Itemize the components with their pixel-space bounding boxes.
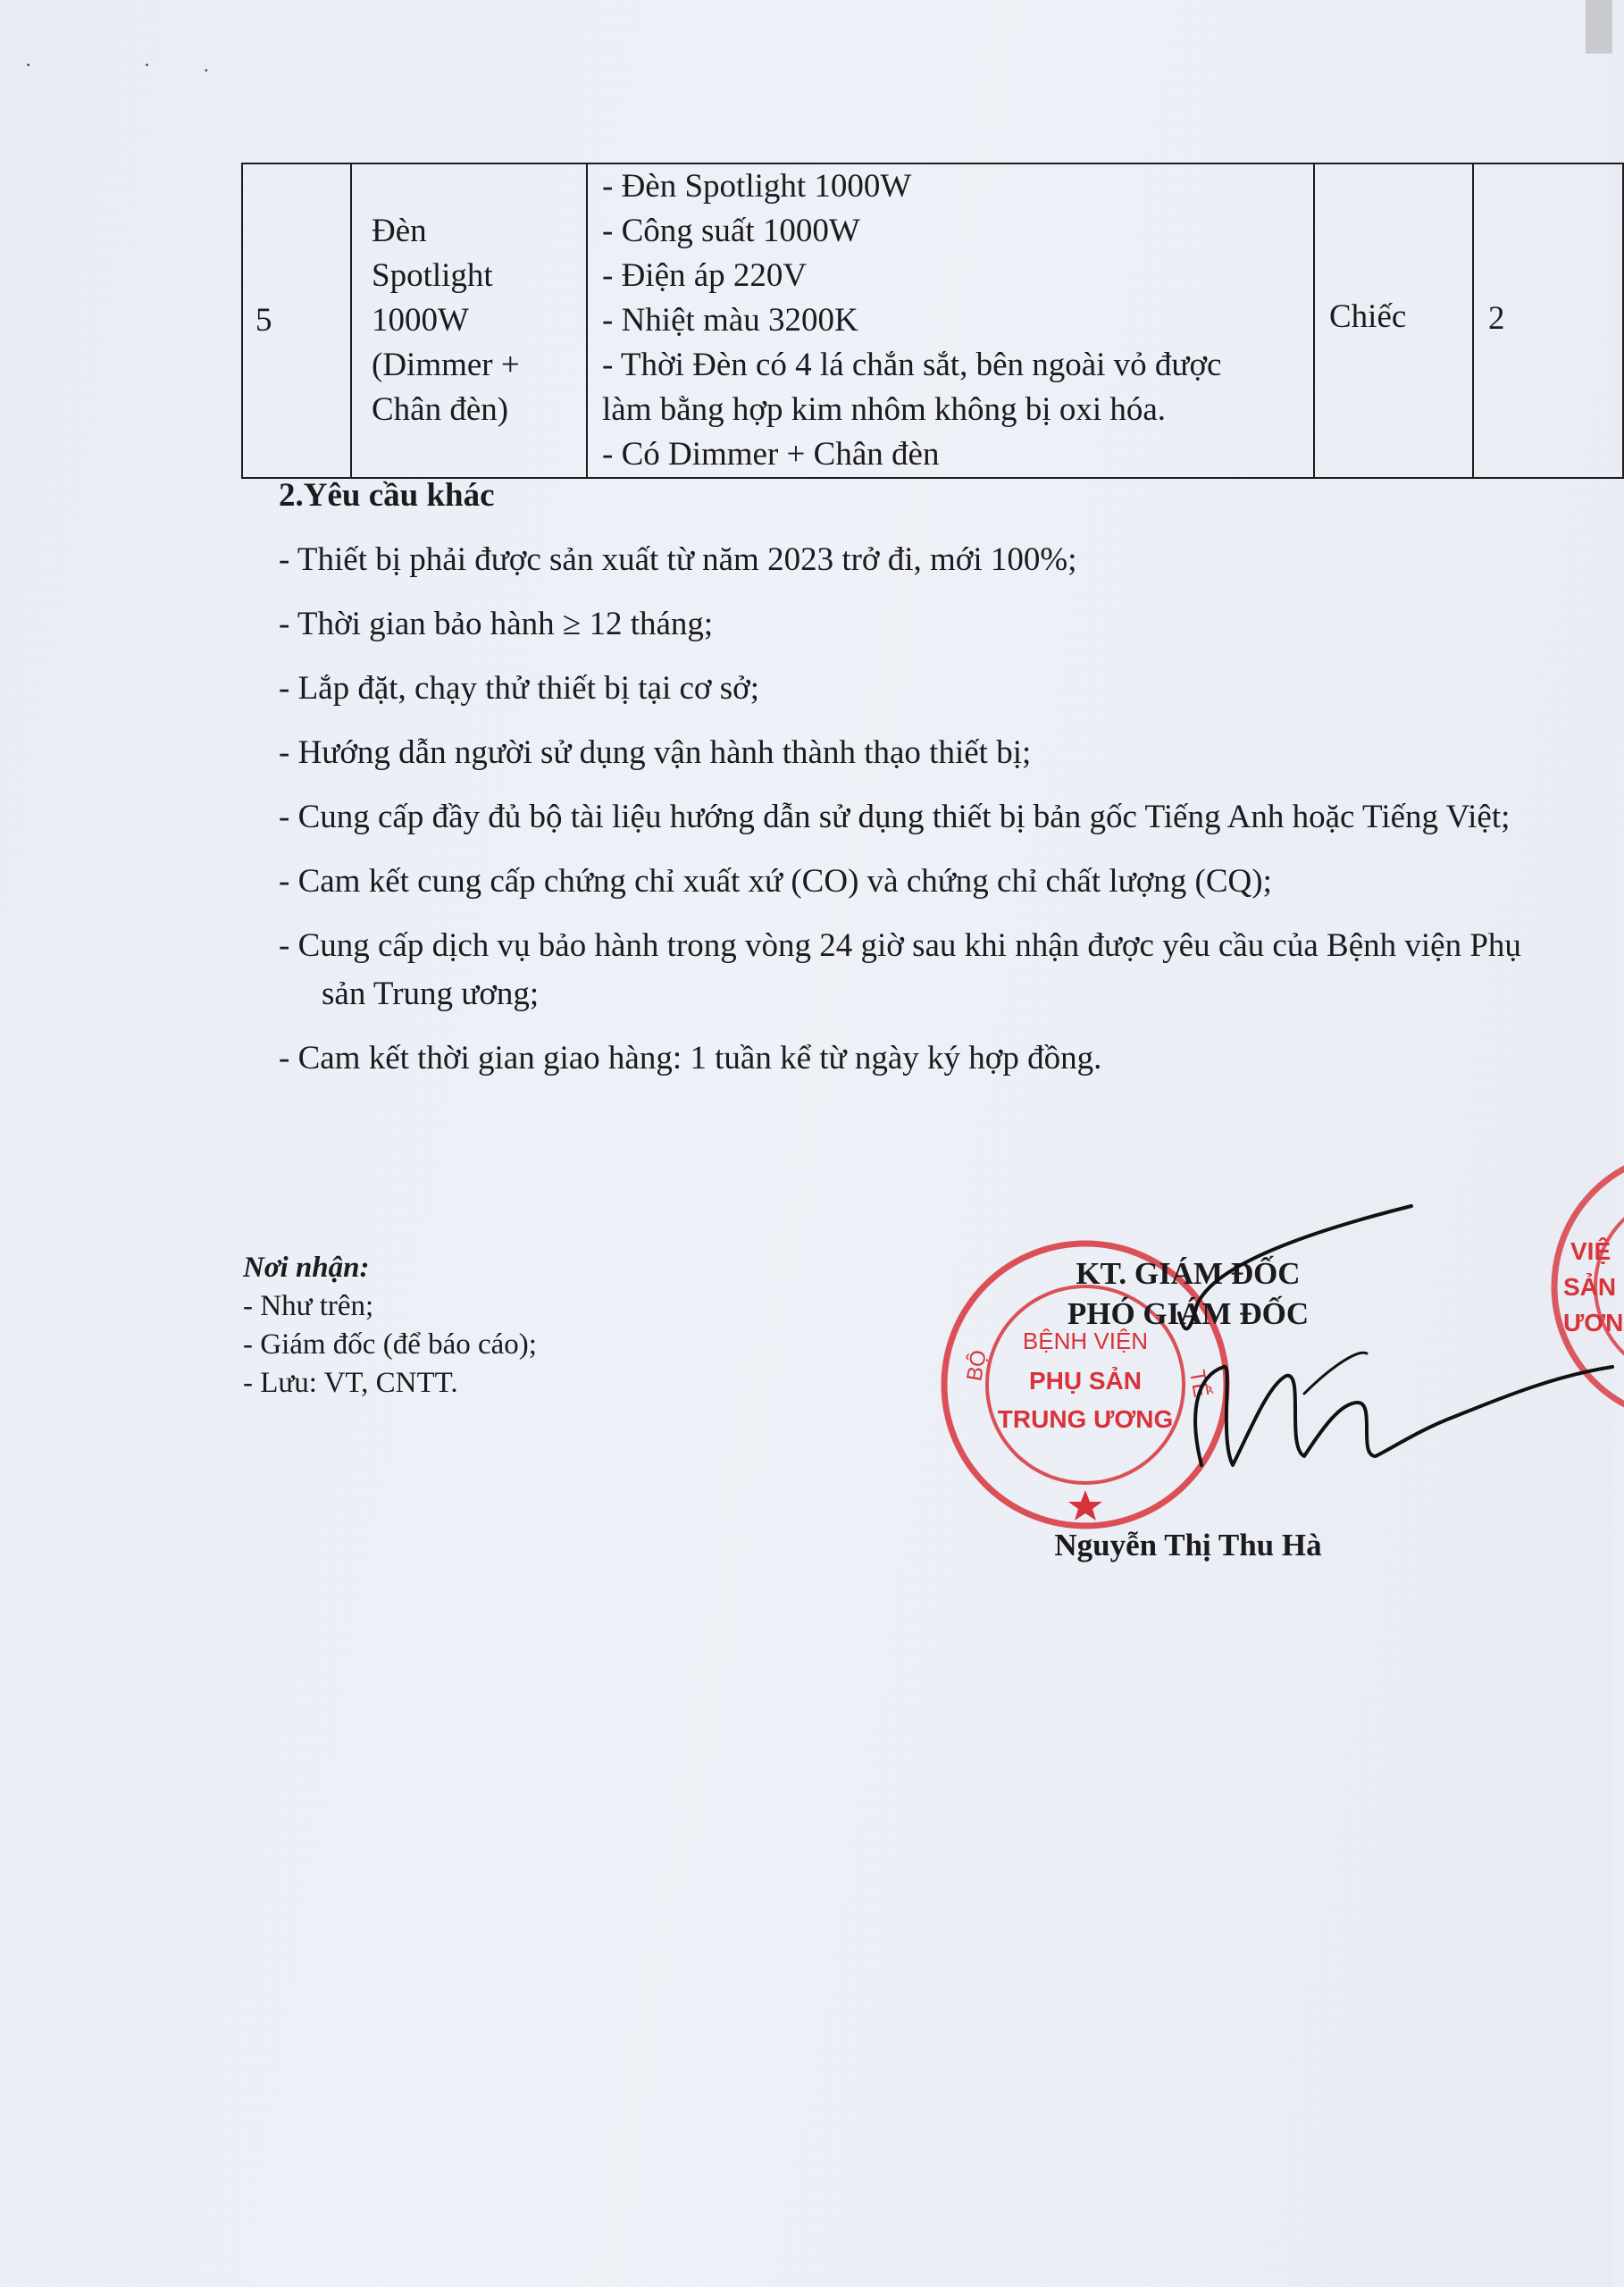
list-item: - Hướng dẫn người sử dụng vận hành thành thạo thiết bị; [279, 734, 1032, 771]
table-row [242, 163, 1623, 478]
seal-star-icon [1068, 1490, 1102, 1520]
spec-line: - Có Dimmer + Chân đèn [602, 436, 940, 473]
list-item: - Thiết bị phải được sản xuất từ năm 2023 trở đi, mới 100%; [279, 541, 1077, 578]
item-name-line: 1000W [372, 302, 469, 339]
row-number-text: 5 [255, 302, 272, 339]
recipient-item: - Giám đốc (để báo cáo); [243, 1328, 537, 1361]
item-name-line: Chân đèn) [372, 391, 509, 428]
seal-ring-left: BỘ [962, 1348, 992, 1384]
seal-line-2: PHỤ SẢN [1028, 1367, 1143, 1395]
seal-line-1: BỆNH VIỆN [1022, 1328, 1149, 1354]
page-corner-shadow [1586, 0, 1612, 54]
spec-line: - Công suất 1000W [602, 213, 860, 249]
requirements-list [279, 536, 1529, 1099]
list-item: - Thời gian bảo hành ≥ 12 tháng; [279, 606, 714, 642]
corner-marks: · ·. [25, 54, 263, 76]
recipient-item: - Lưu: VT, CNTT. [243, 1367, 458, 1399]
recipients-title: Nơi nhận: [243, 1252, 370, 1284]
spec-table [241, 163, 1624, 479]
section-title: 2.Yêu cầu khác [279, 477, 495, 514]
signer-name: Nguyễn Thị Thu Hà [1054, 1528, 1322, 1562]
quantity-text: 2 [1488, 300, 1505, 337]
spec-line: làm bằng hợp kim nhôm không bị oxi hóa. [602, 391, 1167, 428]
item-spec-cell [587, 163, 1314, 478]
handwritten-signature [1152, 1197, 1612, 1519]
list-item: - Cam kết cung cấp chứng chỉ xuất xứ (CO) và chứng chỉ chất lượng (CQ); [279, 863, 1272, 900]
recipients-block [243, 1249, 537, 1403]
seal-line-3: TRUNG ƯƠNG [997, 1405, 1174, 1433]
item-name-line: Spotlight [372, 257, 493, 294]
row-number [242, 163, 351, 478]
spec-line: - Đèn Spotlight 1000W [602, 168, 912, 205]
seal-ring-right: TẾ [1185, 1368, 1214, 1400]
recipient-item: - Như trên; [243, 1290, 374, 1322]
spec-line: - Thời Đèn có 4 lá chắn sắt, bên ngoài vỏ được [602, 347, 1222, 383]
signature-title-1: KT. GIÁM ĐỐC [1076, 1256, 1301, 1291]
partial-seal-text: VIỆ [1570, 1237, 1611, 1265]
item-name-cell [351, 163, 587, 478]
partial-seal-text: SẢN [1563, 1273, 1617, 1301]
unit-text: Chiếc [1329, 298, 1407, 335]
list-item: - Cam kết thời gian giao hàng: 1 tuần kể từ ngày ký hợp đồng. [279, 1040, 1102, 1076]
quantity-cell [1473, 163, 1623, 478]
list-item: - Cung cấp dịch vụ bảo hành trong vòng 24 giờ sau khi nhận được yêu cầu của Bệnh viện Phụ sản Trung ương; [279, 927, 1521, 1012]
spec-line: - Điện áp 220V [602, 257, 808, 294]
item-name-line: (Dimmer + [372, 347, 520, 383]
item-name-line: Đèn [372, 213, 427, 249]
list-item: - Lắp đặt, chạy thử thiết bị tại cơ sở; [279, 670, 759, 707]
unit-cell [1314, 163, 1473, 478]
spec-line: - Nhiệt màu 3200K [602, 302, 858, 339]
partial-seal-text: ƯƠN [1563, 1309, 1624, 1336]
signature-title-2: PHÓ GIÁM ĐỐC [1067, 1296, 1310, 1331]
list-item: - Cung cấp đầy đủ bộ tài liệu hướng dẫn sử dụng thiết bị bản gốc Tiếng Anh hoặc Tiếng Việt; [279, 799, 1511, 835]
